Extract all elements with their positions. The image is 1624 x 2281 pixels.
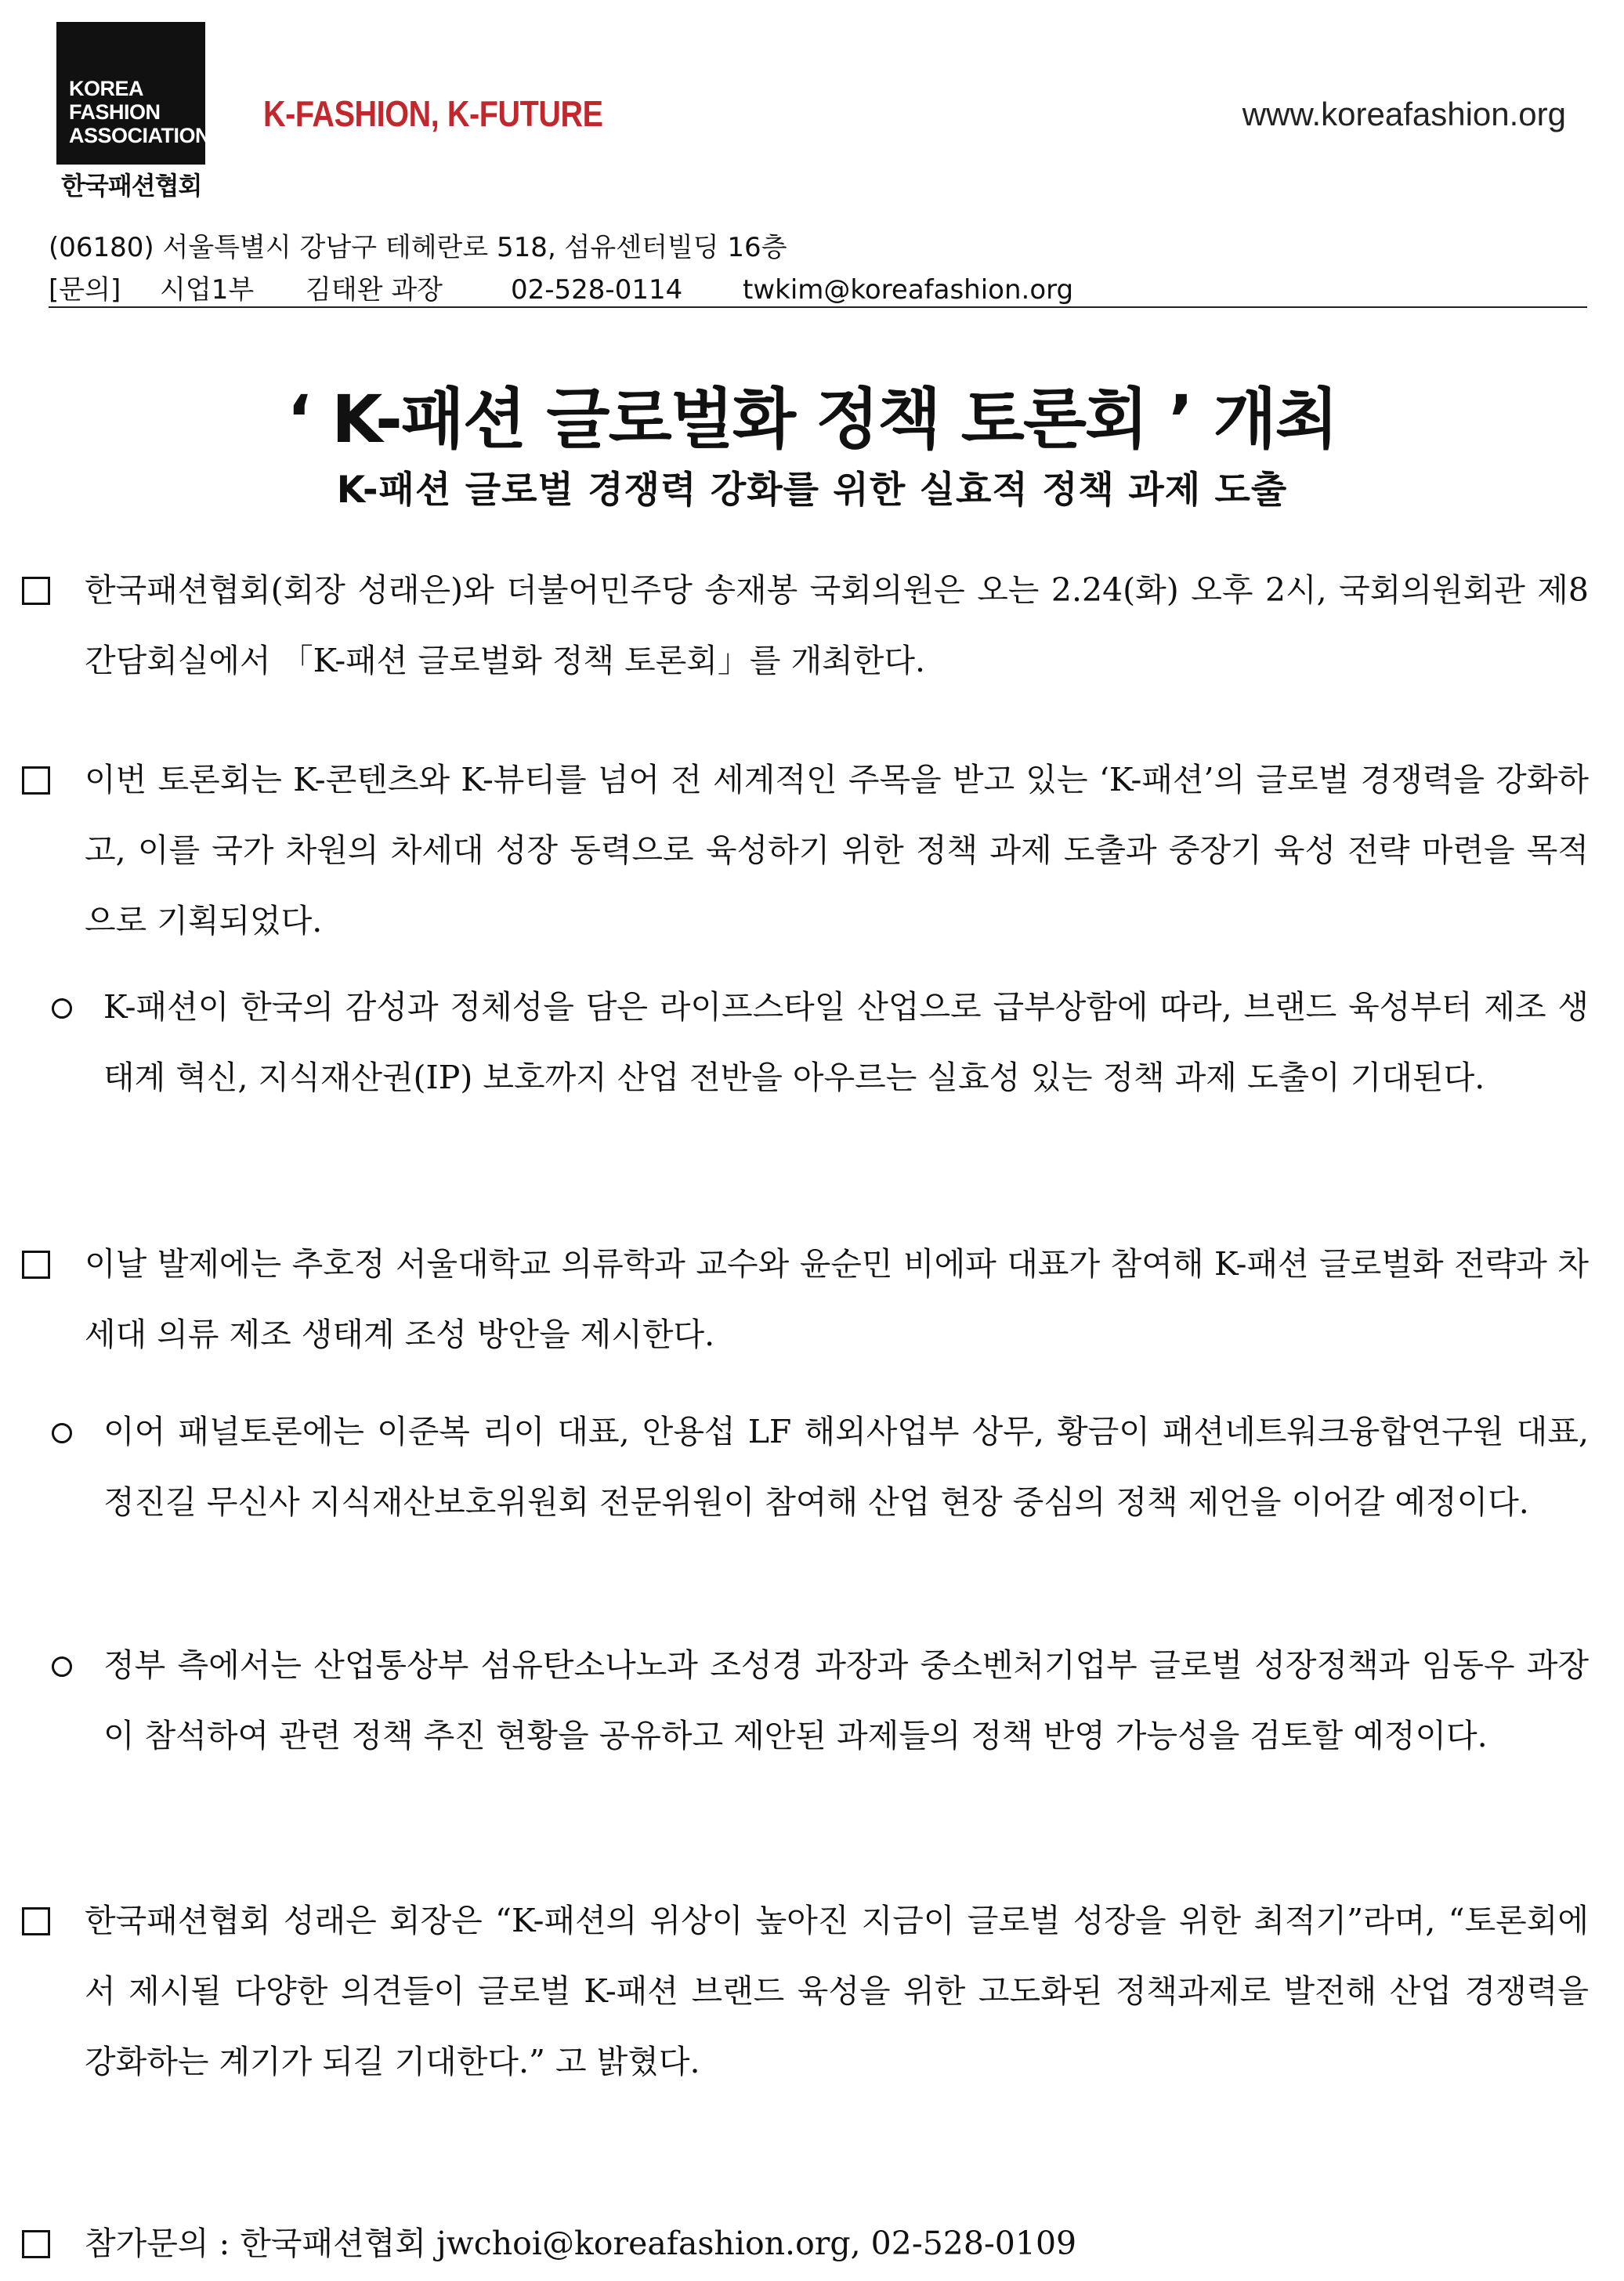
circle-bullet-icon bbox=[52, 998, 72, 1019]
checkbox-bullet-icon bbox=[22, 766, 50, 795]
circle-bullet-icon bbox=[52, 1423, 72, 1443]
logo-line-1: KOREA bbox=[69, 77, 144, 100]
header-divider bbox=[49, 306, 1587, 308]
paragraph-text: 한국패션협회 성래은 회장은 “K-패션의 위상이 높아진 지금이 글로벌 성장을 위한 최적기”라며, “토론회에서 제시될 다양한 의견들이 글로벌 K-패션 브랜드 육성을 위한 고도화된 정책과제로 발전해 산업 경쟁력을 강화하는 계기가 되길 기대한다.” 고 밝혔다. bbox=[85, 1902, 1589, 2080]
paragraph-text: 이어 패널토론에는 이준복 리이 대표, 안용섭 LF 해외사업부 상무, 황금이 패션네트워크융합연구원 대표, 정진길 무신사 지식재산보호위원회 전문위원이 참여해 산업 현장 중심의 정책 제언을 이어갈 예정이다. bbox=[103, 1413, 1589, 1521]
contact-email[interactable]: twkim@koreafashion.org bbox=[743, 274, 1074, 306]
logo-line-3: ASSOCIATION bbox=[69, 124, 211, 147]
logo-korean-name: 한국패션협회 bbox=[61, 171, 202, 201]
slogan: K-FASHION, K-FUTURE bbox=[263, 93, 603, 134]
paragraph-text: K-패션이 한국의 감성과 정체성을 담은 라이프스타일 산업으로 급부상함에 따라, 브랜드 육성부터 제조 생태계 혁신, 지식재산권(IP) 보호까지 산업 전반을 아우르는 실효성 있는 정책 과제 도출이 기대된다. bbox=[103, 988, 1589, 1096]
association-logo bbox=[56, 22, 211, 165]
contact-label: [문의] bbox=[49, 274, 121, 306]
contact-info bbox=[49, 268, 1073, 306]
checkbox-bullet-icon bbox=[22, 577, 50, 605]
contact-person: 김태완 과장 bbox=[306, 274, 443, 306]
logo-line-2: FASHION bbox=[69, 100, 161, 124]
checkbox-bullet-icon bbox=[22, 1251, 50, 1279]
contact-phone: 02-528-0114 bbox=[511, 274, 683, 306]
circle-bullet-icon bbox=[52, 1656, 72, 1677]
checkbox-bullet-icon bbox=[22, 1907, 50, 1935]
address: (06180) 서울특별시 강남구 테헤란로 518, 섬유센터빌딩 16층 bbox=[49, 232, 787, 263]
inquiry-text: 참가문의 : 한국패션협회 jwchoi@koreafashion.org, 02-528-0109 bbox=[85, 2225, 1077, 2262]
website-link[interactable]: www.koreafashion.org bbox=[1242, 96, 1566, 132]
checkbox-bullet-icon bbox=[22, 2230, 50, 2258]
paragraph-text: 한국패션협회(회장 성래은)와 더불어민주당 송재봉 국회의원은 오는 2.24(화) 오후 2시, 국회의원회관 제8간담회실에서 「K-패션 글로벌화 정책 토론회」를 개최한다. bbox=[85, 571, 1589, 679]
paragraph-text: 이번 토론회는 K-콘텐츠와 K-뷰티를 넘어 전 세계적인 주목을 받고 있는 ‘K-패션’의 글로벌 경쟁력을 강화하고, 이를 국가 차원의 차세대 성장 동력으로 육성하기 위한 정책 과제 도출과 중장기 육성 전략 마련을 목적으로 기획되었다. bbox=[85, 761, 1589, 940]
page-subtitle: K-패션 글로벌 경쟁력 강화를 위한 실효적 정책 과제 도출 bbox=[336, 469, 1288, 512]
paragraph-text: 이날 발제에는 추호정 서울대학교 의류학과 교수와 윤순민 비에파 대표가 참여해 K-패션 글로벌화 전략과 차세대 의류 제조 생태계 조성 방안을 제시한다. bbox=[85, 1245, 1589, 1353]
contact-department: 시업1부 bbox=[160, 274, 255, 306]
page-title: ‘ K-패션 글로벌화 정책 토론회 ’ 개최 bbox=[287, 381, 1337, 458]
paragraph-text: 정부 측에서는 산업통상부 섬유탄소나노과 조성경 과장과 중소벤처기업부 글로벌 성장정책과 임동우 과장이 참석하여 관련 정책 추진 현황을 공유하고 제안된 과제들의 정책 반영 가능성을 검토할 예정이다. bbox=[103, 1646, 1589, 1754]
